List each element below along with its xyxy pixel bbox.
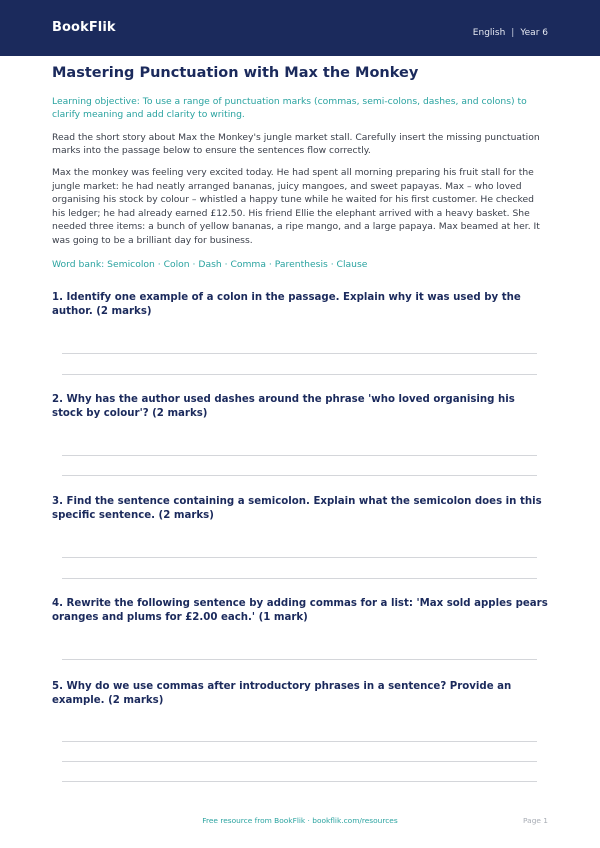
question-5: 5. Why do we use commas after introductory phrases in a sentence? Provide an example. (2 marks): [52, 681, 512, 706]
instructions-text: Read the short story about Max the Monkey's jungle market stall. Carefully insert the missing punctuation marks into the passage below to ensure the sentences flow correctly.: [52, 132, 540, 156]
subject-label: English: [472, 28, 506, 38]
answer-line[interactable]: [62, 741, 537, 742]
learning-objective: Learning objective: To use a range of punctuation marks (commas, semi-colons, dashes, and colons) to clarify meaning and add clarity to writing.: [52, 96, 527, 120]
story-passage: Max the monkey was feeling very excited today. He had spent all morning preparing his fruit stall for the jungle market: he had neatly arranged bananas, juicy mangoes, and sweet papayas. Max – who loved organising his stock by colour – whistled a happy tune while he waited for his first customer. He checked his ledger; he had already earned £12.50. His friend Ellie the elephant arrived with a heavy basket. She needed three items: a bunch of yellow bananas, a ripe mango, and a large papaya. Max beamed at her. It was going to be a brilliant day for business.: [52, 167, 540, 246]
worksheet-title: Mastering Punctuation with Max the Monkey: [52, 65, 419, 81]
answer-line[interactable]: [62, 761, 537, 762]
answer-line[interactable]: [62, 455, 537, 456]
header-bar: [0, 0, 600, 56]
answer-line[interactable]: [62, 353, 537, 354]
page-number: Page 1: [523, 816, 548, 825]
question-2: 2. Why has the author used dashes around the phrase 'who loved organising his stock by colour'? (2 marks): [52, 394, 515, 419]
footer-credit: Free resource from BookFlik · bookflik.com/resources: [202, 816, 398, 825]
meta-separator: |: [511, 28, 515, 38]
subject-year-meta: [473, 28, 548, 38]
answer-line[interactable]: [62, 781, 537, 782]
answer-line[interactable]: [62, 557, 537, 558]
question-1: 1. Identify one example of a colon in the passage. Explain why it was used by the author. (2 marks): [52, 292, 521, 317]
answer-line[interactable]: [62, 475, 537, 476]
word-bank: Word bank: Semicolon · Colon · Dash · Comma · Parenthesis · Clause: [52, 259, 368, 270]
question-4: 4. Rewrite the following sentence by adding commas for a list: 'Max sold apples pears oranges and plums for £2.00 each.' (1 mark): [52, 598, 548, 623]
year-label: Year 6: [520, 28, 548, 38]
answer-line[interactable]: [62, 374, 537, 375]
question-3: 3. Find the sentence containing a semicolon. Explain what the semicolon does in this specific sentence. (2 marks): [52, 496, 542, 521]
brand-logo-text: BookFlik: [52, 20, 116, 35]
answer-line[interactable]: [62, 659, 537, 660]
footer: [0, 816, 600, 830]
answer-line[interactable]: [62, 578, 537, 579]
